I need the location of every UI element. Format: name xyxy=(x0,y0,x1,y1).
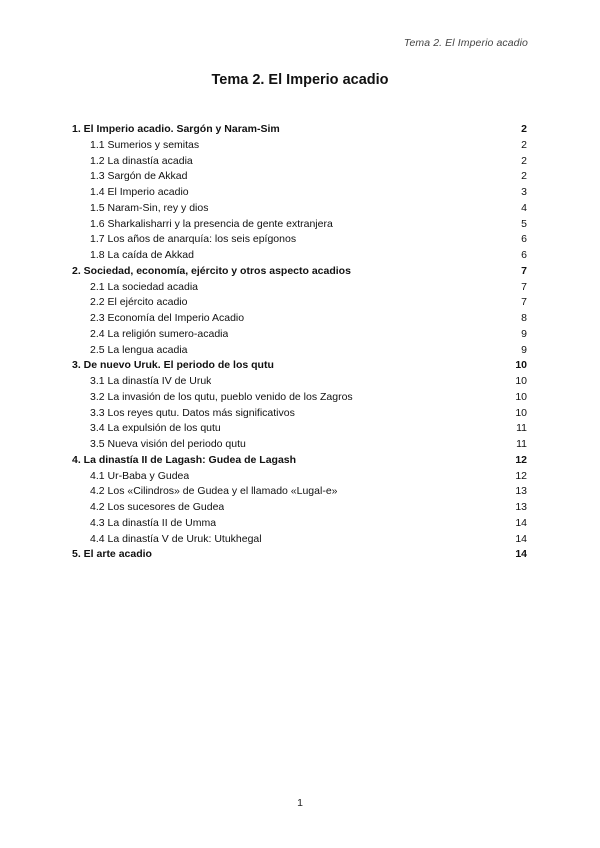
toc-entry-label: 2. Sociedad, economía, ejército y otros aspecto acadios xyxy=(72,264,351,277)
toc-subsection-entry[interactable] xyxy=(72,406,527,422)
toc-subsection-entry[interactable] xyxy=(72,390,527,406)
toc-subsection-entry[interactable] xyxy=(72,185,527,201)
toc-entry-page: 2 xyxy=(521,154,527,167)
toc-subsection-entry[interactable] xyxy=(72,138,527,154)
toc-entry-page: 10 xyxy=(515,390,527,403)
toc-entry-page: 6 xyxy=(521,233,527,246)
toc-entry-page: 2 xyxy=(521,170,527,183)
toc-entry-label: 4.3 La dinastía II de Umma xyxy=(90,516,217,529)
toc-entry-label: 4.2 Los «Cilindros» de Gudea y el llamado «Lugal-e» xyxy=(90,485,338,498)
toc-entry-label: 1.2 La dinastía acadia xyxy=(90,154,193,167)
toc-entry-page: 4 xyxy=(521,201,527,214)
toc-subsection-entry[interactable] xyxy=(72,217,527,233)
toc-entry-label: 1.4 El Imperio acadio xyxy=(90,186,189,198)
toc-entry-page: 2 xyxy=(521,138,527,151)
toc-subsection-entry[interactable] xyxy=(72,484,527,500)
toc-entry-label: 1.3 Sargón de Akkad xyxy=(90,170,188,183)
toc-entry-label: 3.2 La invasión de los qutu, pueblo venido de los Zagros xyxy=(90,390,353,403)
toc-entry-label: 4.4 La dinastía V de Uruk: Utukhegal xyxy=(90,532,262,545)
toc-subsection-entry[interactable] xyxy=(72,232,527,248)
toc-subsection-entry[interactable] xyxy=(72,248,527,264)
toc-entry-label: 3.5 Nueva visión del periodo qutu xyxy=(90,438,246,450)
toc-subsection-entry[interactable] xyxy=(72,374,527,390)
toc-entry-label: 3.1 La dinastía IV de Uruk xyxy=(90,375,212,387)
toc-subsection-entry[interactable] xyxy=(72,516,527,532)
toc-entry-label: 1.8 La caída de Akkad xyxy=(90,249,194,261)
toc-entry-page: 11 xyxy=(516,422,527,435)
toc-subsection-entry[interactable] xyxy=(72,201,527,217)
toc-entry-label: 4.2 Los sucesores de Gudea xyxy=(90,501,225,513)
toc-entry-label: 1.5 Naram-Sin, rey y dios xyxy=(90,201,209,214)
toc-entry-page: 11 xyxy=(516,438,527,450)
toc-entry-page: 9 xyxy=(521,327,527,340)
toc-entry-label: 2.2 El ejército acadio xyxy=(90,296,188,309)
toc-subsection-entry[interactable] xyxy=(72,500,527,516)
table-of-contents xyxy=(72,122,527,563)
toc-entry-label: 2.3 Economía del Imperio Acadio xyxy=(90,312,245,324)
document-title: Tema 2. El Imperio acadio xyxy=(211,72,389,88)
toc-entry-page: 13 xyxy=(515,501,527,513)
toc-entry-page: 6 xyxy=(521,249,527,261)
toc-entry-page: 7 xyxy=(521,264,527,277)
toc-entry-label: 1.1 Sumerios y semitas xyxy=(90,138,200,151)
toc-entry-page: 3 xyxy=(521,186,527,198)
toc-subsection-entry[interactable] xyxy=(72,311,527,327)
toc-subsection-entry[interactable] xyxy=(72,154,527,170)
toc-entry-label: 4. La dinastía II de Lagash: Gudea de Lagash xyxy=(72,453,297,466)
toc-entry-label: 3. De nuevo Uruk. El periodo de los qutu xyxy=(72,359,274,372)
toc-section-entry[interactable] xyxy=(72,453,527,469)
toc-entry-page: 14 xyxy=(515,532,527,545)
toc-entry-label: 3.4 La expulsión de los qutu xyxy=(90,422,221,435)
toc-entry-page: 12 xyxy=(515,453,527,466)
toc-entry-page: 7 xyxy=(521,280,527,293)
toc-section-entry[interactable] xyxy=(72,264,527,280)
toc-subsection-entry[interactable] xyxy=(72,295,527,311)
toc-entry-label: 1.7 Los años de anarquía: los seis epígonos xyxy=(90,233,297,246)
toc-entry-page: 10 xyxy=(515,375,527,387)
toc-entry-page: 7 xyxy=(521,296,527,309)
toc-subsection-entry[interactable] xyxy=(72,532,527,548)
page-number: 1 xyxy=(297,797,303,809)
toc-entry-label: 2.5 La lengua acadia xyxy=(90,343,188,356)
toc-section-entry[interactable] xyxy=(72,547,527,563)
toc-entry-label: 4.1 Ur-Baba y Gudea xyxy=(90,469,190,482)
toc-entry-page: 8 xyxy=(521,312,527,324)
toc-entry-page: 9 xyxy=(521,343,527,356)
toc-subsection-entry[interactable] xyxy=(72,343,527,359)
toc-entry-page: 5 xyxy=(521,217,527,230)
toc-entry-label: 2.4 La religión sumero-acadia xyxy=(90,327,229,340)
toc-entry-page: 14 xyxy=(515,548,527,561)
toc-subsection-entry[interactable] xyxy=(72,327,527,343)
toc-entry-label: 1.6 Sharkalisharri y la presencia de gente extranjera xyxy=(90,217,333,230)
running-header: Tema 2. El Imperio acadio xyxy=(403,37,528,49)
toc-entry-label: 1. El Imperio acadio. Sargón y Naram-Sim xyxy=(72,123,280,135)
toc-entry-page: 12 xyxy=(515,469,527,482)
toc-subsection-entry[interactable] xyxy=(72,280,527,296)
toc-section-entry[interactable] xyxy=(72,358,527,374)
toc-entry-label: 3.3 Los reyes qutu. Datos más significativos xyxy=(90,406,295,419)
toc-subsection-entry[interactable] xyxy=(72,469,527,485)
toc-entry-page: 10 xyxy=(515,406,527,419)
toc-entry-page: 13 xyxy=(515,485,527,498)
toc-subsection-entry[interactable] xyxy=(72,421,527,437)
toc-entry-label: 5. El arte acadio xyxy=(72,548,152,561)
toc-section-entry[interactable] xyxy=(72,122,527,138)
toc-subsection-entry[interactable] xyxy=(72,437,527,453)
toc-entry-page: 10 xyxy=(515,359,527,372)
toc-subsection-entry[interactable] xyxy=(72,169,527,185)
toc-entry-page: 2 xyxy=(521,123,527,135)
toc-entry-page: 14 xyxy=(515,516,527,529)
toc-entry-label: 2.1 La sociedad acadia xyxy=(90,280,198,293)
